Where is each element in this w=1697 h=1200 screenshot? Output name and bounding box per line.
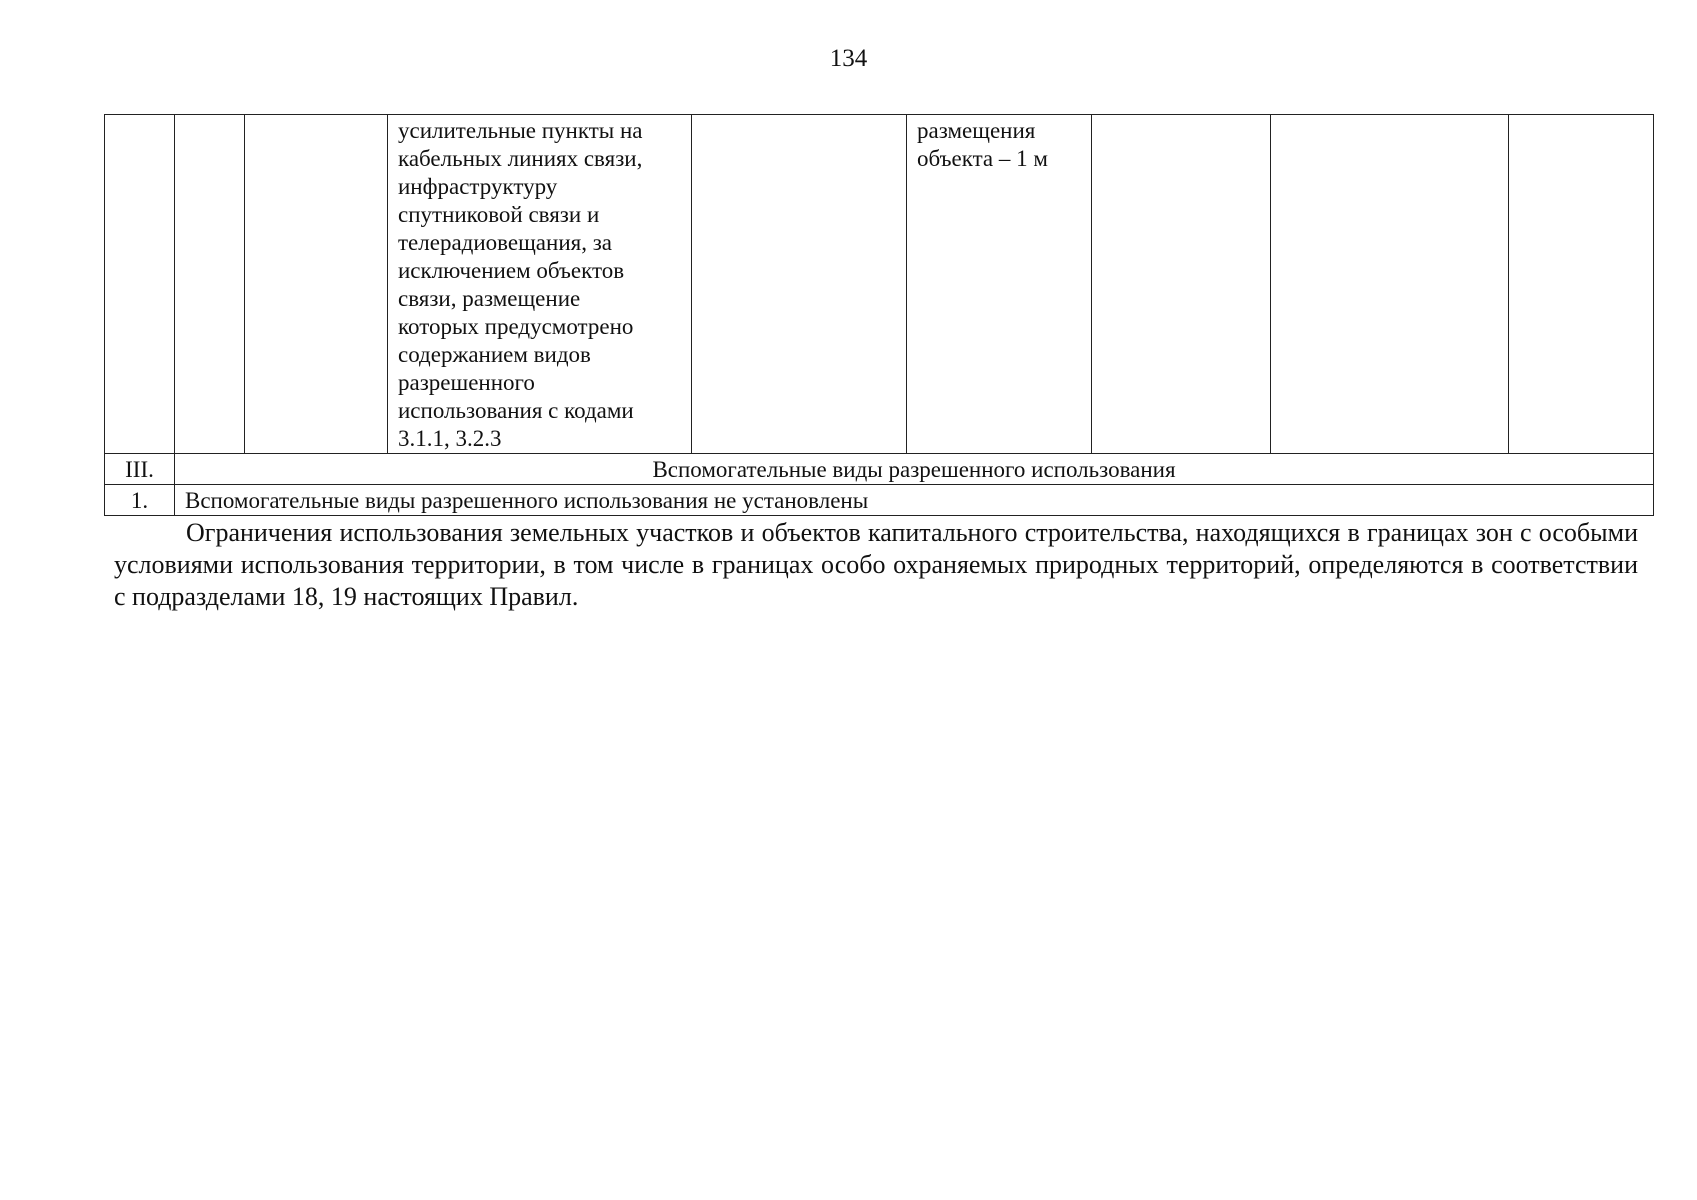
- table-cell-empty: [1271, 115, 1509, 454]
- table-row-section: [105, 454, 1654, 485]
- land-use-table: [104, 114, 1654, 516]
- parameter-cell: размещения объекта – 1 м: [907, 115, 1092, 454]
- restrictions-paragraph: Ограничения использования земельных участков и объектов капитального строительства, находящихся в границах зон с особыми условиями использования территории, в том числе в границах особо охраняемых природных территорий, определяются в соответствии с подразделами 18, 19 настоящих Правил.: [114, 518, 1638, 611]
- table-cell-empty: [105, 115, 175, 454]
- table-row-item: [105, 485, 1654, 516]
- table-cell-empty: [175, 115, 245, 454]
- section-number-cell: III.: [105, 454, 175, 485]
- table-row-continuation: [105, 115, 1654, 454]
- use-description-cell: усилительные пункты на кабельных линиях связи, инфраструктуру спутниковой связи и телерадиовещания, за исключением объектов связи, размещение которых предусмотрено содержанием видов разрешенного использования с кодами 3.1.1, 3.2.3: [388, 115, 692, 454]
- page-number: 134: [829, 45, 868, 72]
- table-cell-empty: [245, 115, 388, 454]
- table-cell-empty: [692, 115, 907, 454]
- section-title-cell: Вспомогательные виды разрешенного использования: [175, 454, 1654, 485]
- item-number-cell: 1.: [105, 485, 175, 516]
- table-cell-empty: [1092, 115, 1271, 454]
- table-cell-empty: [1509, 115, 1654, 454]
- item-text-cell: Вспомогательные виды разрешенного использования не установлены: [175, 485, 1654, 516]
